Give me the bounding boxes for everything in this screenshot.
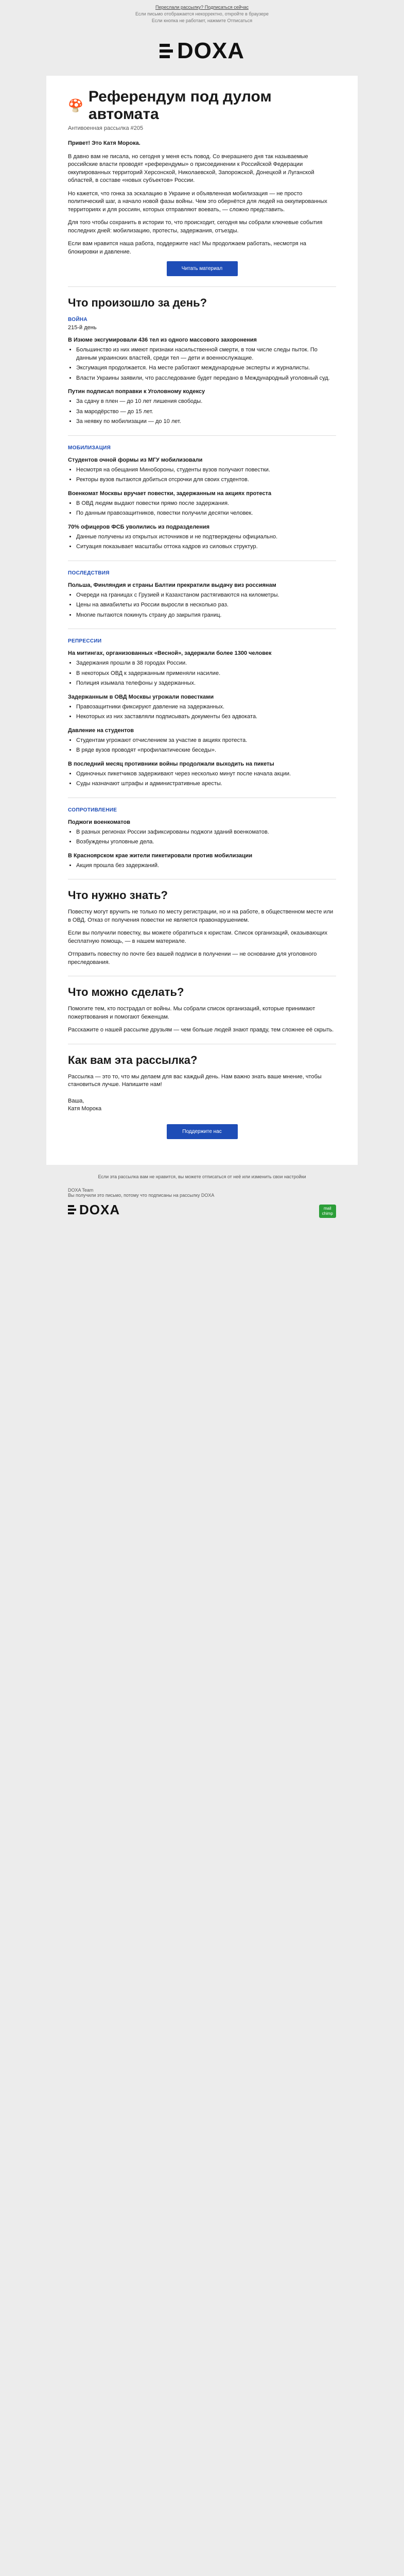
section-label-consequences: ПОСЛЕДСТВИЯ: [68, 570, 110, 576]
news-list: [68, 862, 336, 870]
know-paragraph: Если вы получили повестку, вы можете обратиться к юристам. Список организаций, оказывающих бесплатную помощь, — в нашем материале.: [68, 930, 328, 944]
act-paragraph: Помогите тем, кто пострадал от войны. Мы собрали список организаций, которые принимают пожертвования и помогают беженцам.: [68, 1006, 315, 1020]
list-item: • Правозащитники фиксируют давление на задержанных.: [76, 703, 336, 711]
footer-row: [68, 1188, 336, 1218]
page-title: [68, 88, 336, 123]
list-item: • В разных регионах России зафиксированы поджоги зданий военкоматов.: [76, 828, 336, 837]
brand-name: DOXA: [177, 38, 245, 63]
list-item: • Возбуждены уголовные дела.: [76, 838, 336, 846]
list-item: • Некоторых из них заставляли подписывать документы без адвоката.: [76, 713, 336, 721]
list-item: • Задержания прошли в 38 городах России.: [76, 659, 336, 668]
news-list: [68, 398, 336, 426]
divider: [68, 435, 336, 436]
intro-paragraph-1: В давно вам не писала, но сегодня у меня есть повод. Со вчерашнего дня так называемые российские власти проводят «референдумы» о присоединении к Российской Федерации оккупированных территорий Херсонской, Николаевской, Запорожской, Донецкой и Луганской областей, в составе «новых субъектов» России.: [68, 153, 314, 183]
news-heading: Что произошло за день?: [68, 296, 207, 309]
section-label-war: ВОЙНА: [68, 317, 87, 323]
list-item: • Власти Украины заявили, что расследование будет передано в Международный уголовный суд.: [76, 375, 336, 383]
act-paragraph: Расскажите о нашей рассылке друзьям — чем больше людей знают правду, тем сложнее её скрыть.: [68, 1027, 334, 1033]
list-item: • За мародёрство — до 15 лет.: [76, 408, 336, 416]
mailchimp-badge[interactable]: [319, 1205, 336, 1218]
footer: [46, 1165, 358, 1233]
badge-line-1: mail: [323, 1206, 331, 1211]
divider: [68, 286, 336, 287]
list-item: • В некоторых ОВД к задержанным применяли насилие.: [76, 670, 336, 678]
news-headline: На митингах, организованных «Весной», задержали более 1300 человек: [68, 650, 272, 656]
logo-mark-icon: [68, 1205, 76, 1214]
footer-logo[interactable]: [68, 1202, 214, 1218]
signature-line-2: Катя Морока: [68, 1105, 102, 1112]
footer-address: [68, 1188, 214, 1218]
list-item: • Студентам угрожают отчислением за участие в акциях протеста.: [76, 737, 336, 745]
know-paragraph: Повестку могут вручить не только по месту регистрации, но и на работе, в общественном месте или в ОВД. Отказ от получения повестки не является правонарушением.: [68, 909, 333, 923]
feedback-heading: Как вам эта рассылка?: [68, 1053, 198, 1066]
list-item: • За сдачу в плен — до 10 лет лишения свободы.: [76, 398, 336, 406]
top-links: [0, 0, 404, 26]
list-item: • Данные получены из открытых источников и не подтверждены официально.: [76, 533, 336, 541]
header: [0, 26, 404, 76]
section-label-mobilization: МОБИЛИЗАЦИЯ: [68, 445, 111, 451]
list-item: • Акция прошла без задержаний.: [76, 862, 336, 870]
signature: [68, 1097, 336, 1113]
know-paragraph: Отправить повестку по почте без вашей подписи в получении — не основание для уголовного преследования.: [68, 951, 317, 965]
list-item: • За неявку по мобилизации — до 10 лет.: [76, 418, 336, 426]
issue-number: Антивоенная рассылка #205: [68, 125, 144, 131]
news-list: [68, 659, 336, 688]
page-title-text: Референдум под дулом автомата: [88, 88, 272, 123]
news-list: [68, 770, 336, 788]
footer-address-line-1: DOXA Team: [68, 1187, 94, 1193]
news-list: [68, 533, 336, 551]
list-item: • Цены на авиабилеты из России выросли в несколько раз.: [76, 601, 336, 609]
news-headline: 70% офицеров ФСБ уволились из подразделения: [68, 523, 210, 530]
intro-paragraph-4: Если вам нравится наша работа, поддержите нас! Мы продолжаем работать, несмотря на блокировки и давление.: [68, 241, 307, 255]
list-item: • В ряде вузов проводят «профилактические беседы».: [76, 747, 336, 755]
brand-logo[interactable]: [160, 38, 244, 64]
news-list: [68, 737, 336, 755]
news-headline: В последний месяц противники войны продолжали выходить на пикеты: [68, 760, 274, 767]
news-headline: Польша, Финляндия и страны Балтии прекратили выдачу виз россиянам: [68, 582, 276, 588]
list-item: • Ситуация показывает масштабы оттока кадров из силовых структур.: [76, 543, 336, 551]
footer-address-line-2: Вы получили это письмо, потому что подписаны на рассылку DOXA: [68, 1192, 215, 1198]
list-item: • Ректоры вузов пытаются добиться отсрочки для своих студентов.: [76, 476, 336, 484]
list-item: • Многие пытаются покинуть страну до закрытия границ.: [76, 612, 336, 620]
footer-note: Если эта рассылка вам не нравится, вы можете отписаться от неё или изменить свои настройки: [98, 1174, 306, 1179]
intro-paragraph-2: Но кажется, что гонка за эскалацию в Украине и объявленная мобилизация — не просто политический шаг, а начало новой фазы войны. Чем это обернётся для людей на оккупированных территориях и для россиян, которых отправляют воевать, — сложно представить.: [68, 190, 327, 213]
support-button[interactable]: Поддержите нас: [167, 1124, 238, 1139]
mushroom-icon: 🍄: [68, 98, 83, 113]
news-list: [68, 500, 336, 518]
list-item: • Несмотря на обещания Минобороны, студенты вузов получают повестки.: [76, 466, 336, 474]
section-label-repressions: РЕПРЕССИИ: [68, 638, 102, 644]
greeting: Привет! Это Катя Морока.: [68, 140, 140, 146]
news-headline: В Красноярском крае жители пикетировали против мобилизации: [68, 852, 253, 859]
logo-mark-icon: [160, 44, 173, 58]
list-item: • Суды назначают штрафы и административные аресты.: [76, 780, 336, 788]
news-list: [68, 346, 336, 382]
section-label-resistance: СОПРОТИВЛЕНИЕ: [68, 807, 117, 813]
list-item: • Большинство из них имеют признаки насильственной смерти, в том числе следы пыток. По данным украинских властей, среди тел — дети и военнослужащие.: [76, 346, 336, 362]
badge-line-2: chimp: [322, 1211, 333, 1216]
news-headline: В Изюме эксгумировали 436 тел из одного массового захоронения: [68, 337, 257, 343]
know-heading: Что нужно знать?: [68, 889, 168, 902]
signature-line-1: Ваша,: [68, 1097, 84, 1104]
browser-link[interactable]: Если письмо отображается некорректно, откройте в браузере: [135, 11, 269, 16]
list-item: • По данным правозащитников, повестки получили десятки человек.: [76, 510, 336, 518]
newsletter-body: [46, 76, 358, 1165]
list-item: • Очереди на границах с Грузией и Казахстаном растягиваются на километры.: [76, 591, 336, 600]
list-item: • В ОВД людям выдают повестки прямо после задержания.: [76, 500, 336, 508]
news-headline: Студентов очной формы из МГУ мобилизовали: [68, 456, 203, 463]
news-headline: Давление на студентов: [68, 727, 134, 734]
feedback-paragraph: Рассылка — это то, что мы делаем для вас каждый день. Нам важно знать ваше мнение, чтобы становиться лучше. Напишите нам!: [68, 1073, 322, 1088]
list-item: • Полиция изымала телефоны у задержанных.: [76, 680, 336, 688]
war-day: 215-й день: [68, 325, 97, 331]
intro-paragraph-3: Для того чтобы сохранить в истории то, что происходит, сегодня мы собрали ключевые события последних дней: мобилизацию, протесты, задержания, отъезды.: [68, 219, 323, 234]
act-heading: Что можно сделать?: [68, 986, 184, 998]
news-headline: Задержанным в ОВД Москвы угрожали повестками: [68, 693, 214, 700]
news-headline: Путин подписал поправки к Уголовному кодексу: [68, 388, 205, 395]
footer-brand-name: DOXA: [79, 1201, 120, 1217]
news-headline: Поджоги военкоматов: [68, 819, 130, 825]
list-item: • Одиночных пикетчиков задерживают через несколько минут после начала акции.: [76, 770, 336, 778]
unsubscribe-link[interactable]: Если кнопка не работает, нажмите Отписаться: [151, 18, 253, 23]
news-headline: Военкомат Москвы вручает повестки, задержанным на акциях протеста: [68, 490, 272, 497]
news-list: [68, 466, 336, 484]
subscribe-link[interactable]: Переслали рассылку? Подписаться сейчас: [155, 5, 249, 10]
read-button[interactable]: Читать материал: [167, 261, 238, 276]
news-list: [68, 591, 336, 620]
list-item: • Эксгумация продолжается. На месте работают международные эксперты и журналисты.: [76, 364, 336, 372]
news-list: [68, 828, 336, 846]
news-list: [68, 703, 336, 721]
